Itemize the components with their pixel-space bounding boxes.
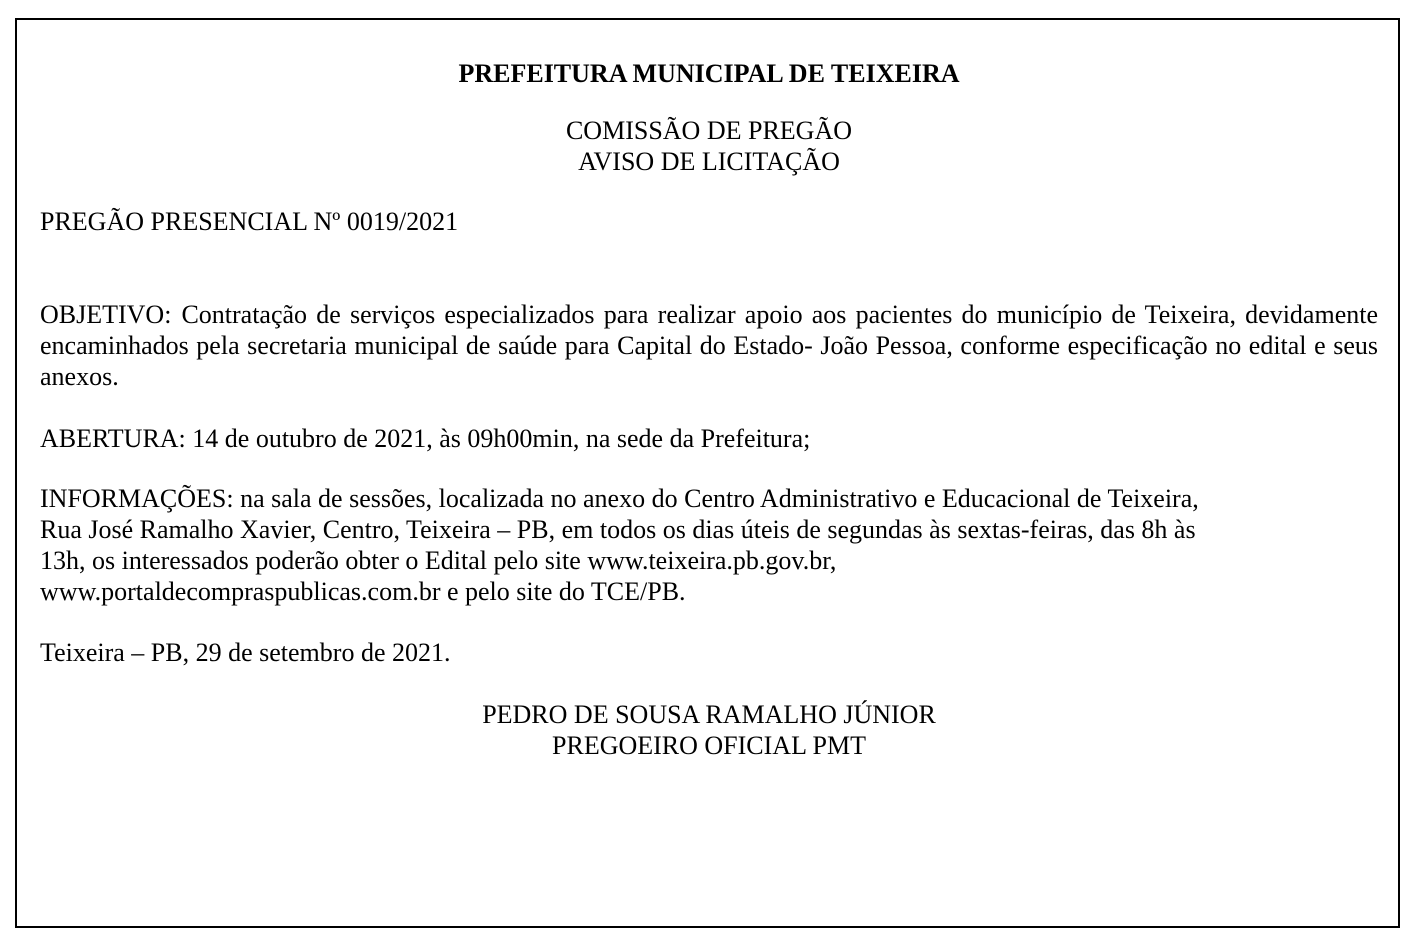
information-line-1: INFORMAÇÕES: na sala de sessões, localizada no anexo do Centro Administrativo e Educacional de Teixeira, xyxy=(40,484,1199,513)
information-line-3: 13h, os interessados poderão obter o Edital pelo site www.teixeira.pb.gov.br, xyxy=(40,546,837,575)
notice-title: PREFEITURA MUNICIPAL DE TEIXEIRA xyxy=(458,59,960,88)
subtitle-commission: COMISSÃO DE PREGÃO xyxy=(565,116,853,145)
information-paragraph xyxy=(40,483,1378,607)
objective-paragraph xyxy=(40,299,1378,392)
process-number: PREGÃO PRESENCIAL Nº 0019/2021 xyxy=(40,207,459,236)
signature-name: PEDRO DE SOUSA RAMALHO JÚNIOR xyxy=(482,700,936,729)
opening-paragraph: ABERTURA: 14 de outubro de 2021, às 09h00min, na sede da Prefeitura; xyxy=(40,424,811,453)
signature-block xyxy=(40,699,1378,761)
subtitle-notice: AVISO DE LICITAÇÃO xyxy=(578,147,840,176)
information-line-2: Rua José Ramalho Xavier, Centro, Teixeira – PB, em todos os dias úteis de segundas às sextas-feiras, das 8h às xyxy=(40,515,1196,544)
information-line-4: www.portaldecompraspublicas.com.br e pelo site do TCE/PB. xyxy=(40,577,686,606)
notice-content xyxy=(40,55,1378,761)
notice-subtitle xyxy=(40,115,1378,177)
objective-text: Contratação de serviços especializados para realizar apoio aos pacientes do município de Teixeira, devidamente encaminhados pela secretaria municipal de saúde para Capital do Estado- João Pessoa, conforme especificação no edital e seus anexos. xyxy=(40,300,1378,391)
objective-label: OBJETIVO: xyxy=(40,300,172,329)
date-place: Teixeira – PB, 29 de setembro de 2021. xyxy=(40,638,451,667)
signature-role: PREGOEIRO OFICIAL PMT xyxy=(552,731,866,760)
